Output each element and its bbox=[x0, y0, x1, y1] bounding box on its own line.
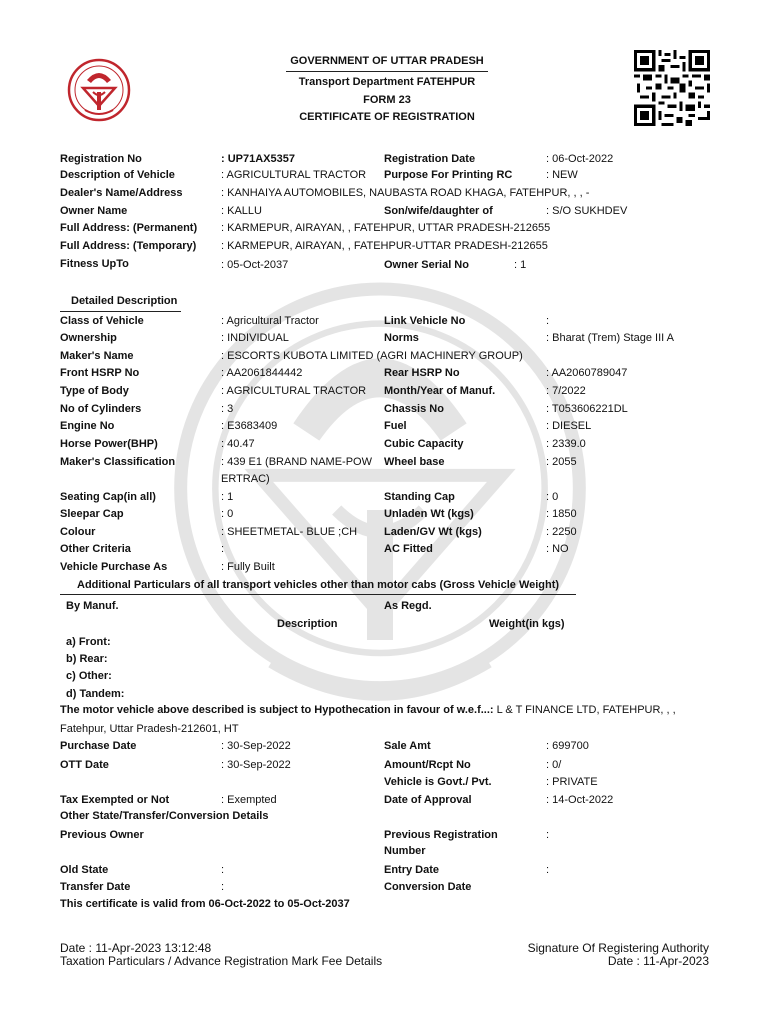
value-fitness: : 05-Oct-2037 bbox=[221, 259, 289, 271]
label-ownership: Ownership bbox=[60, 332, 117, 344]
label-other-state: Other State/Transfer/Conversion Details bbox=[60, 810, 269, 822]
value-owner-serial: : 1 bbox=[514, 259, 527, 271]
value-entry-date: : bbox=[546, 864, 550, 876]
value-chassis: : T053606221DL bbox=[546, 403, 628, 415]
additional-particulars-title: Additional Particulars of all transport vehicles other than motor cabs (Gross Vehicle Weight) bbox=[77, 579, 560, 591]
header-divider bbox=[286, 71, 488, 72]
value-ott-date: : 30-Sep-2022 bbox=[221, 759, 291, 771]
label-as-regd: As Regd. bbox=[384, 600, 432, 612]
label-fitness: Fitness UpTo bbox=[60, 258, 129, 270]
value-purpose: : NEW bbox=[546, 169, 578, 181]
value-dealer: : KANHAIYA AUTOMOBILES, NAUBASTA ROAD KHAGA, FATEHPUR, , , - bbox=[221, 187, 590, 199]
value-ownership: : INDIVIDUAL bbox=[221, 332, 289, 344]
value-ac-fitted: : NO bbox=[546, 543, 569, 555]
label-chassis: Chassis No bbox=[384, 403, 444, 415]
value-month-year: : 7/2022 bbox=[546, 385, 586, 397]
label-month-year: Month/Year of Manuf. bbox=[384, 385, 496, 397]
label-engine: Engine No bbox=[60, 420, 115, 432]
label-previous-registration: Previous Registration bbox=[384, 829, 498, 841]
value-maker-classification-cont: ERTRAC) bbox=[221, 473, 270, 485]
label-dealer: Dealer's Name/Address bbox=[60, 187, 183, 199]
label-purchase-date: Purchase Date bbox=[60, 740, 137, 752]
label-purpose: Purpose For Printing RC bbox=[384, 169, 513, 181]
label-hypothecation: The motor vehicle above described is subject to Hypothecation in favour of w.e.f...: bbox=[60, 704, 494, 716]
value-address-permanent: : KARMEPUR, AIRAYAN, , FATEHPUR, UTTAR PRADESH-212655 bbox=[221, 222, 551, 234]
label-previous-owner: Previous Owner bbox=[60, 829, 144, 841]
value-hypothecation-cont: Fatehpur, Uttar Pradesh-212601, HT bbox=[60, 723, 239, 735]
value-standing: : 0 bbox=[546, 491, 559, 503]
value-front-hsrp: : AA2061844442 bbox=[221, 367, 303, 379]
section-detailed-description: Detailed Description bbox=[71, 295, 178, 307]
value-date-approval: : 14-Oct-2022 bbox=[546, 794, 614, 806]
label-maker: Maker's Name bbox=[60, 350, 134, 362]
govt-title: GOVERNMENT OF UTTAR PRADESH bbox=[290, 55, 484, 67]
value-maker: : ESCORTS KUBOTA LIMITED (AGRI MACHINERY GROUP) bbox=[221, 350, 523, 362]
value-colour: : SHEETMETAL- BLUE ;CH bbox=[221, 526, 358, 538]
value-desc-vehicle: : AGRICULTURAL TRACTOR bbox=[221, 169, 367, 181]
label-ac-fitted: AC Fitted bbox=[384, 543, 433, 555]
label-sleeper: Sleepar Cap bbox=[60, 508, 124, 520]
label-other-criteria: Other Criteria bbox=[60, 543, 131, 555]
value-fuel: : DIESEL bbox=[546, 420, 592, 432]
value-transfer-date: : bbox=[221, 881, 225, 893]
label-old-state: Old State bbox=[60, 864, 109, 876]
value-wheel-base: : 2055 bbox=[546, 456, 577, 468]
label-seating: Seating Cap(in all) bbox=[60, 491, 156, 503]
label-norms: Norms bbox=[384, 332, 419, 344]
section-underline bbox=[60, 311, 181, 312]
label-conversion-date: Conversion Date bbox=[384, 881, 472, 893]
label-address-permanent: Full Address: (Permanent) bbox=[60, 222, 198, 234]
label-body: Type of Body bbox=[60, 385, 129, 397]
value-old-state: : bbox=[221, 864, 225, 876]
label-by-manuf: By Manuf. bbox=[66, 600, 119, 612]
label-fuel: Fuel bbox=[384, 420, 407, 432]
label-maker-classification: Maker's Classification bbox=[60, 456, 176, 468]
label-laden: Laden/GV Wt (kgs) bbox=[384, 526, 482, 538]
label-address-temporary: Full Address: (Temporary) bbox=[60, 240, 197, 252]
label-owner-serial: Owner Serial No bbox=[384, 259, 469, 271]
footer-taxation: Taxation Particulars / Advance Registration Mark Fee Details bbox=[60, 954, 383, 968]
value-seating: : 1 bbox=[221, 491, 234, 503]
label-horse-power: Horse Power(BHP) bbox=[60, 438, 158, 450]
value-laden: : 2250 bbox=[546, 526, 577, 538]
label-reg-no: Registration No bbox=[60, 153, 142, 165]
value-sale-amt: : 699700 bbox=[546, 740, 589, 752]
value-govt-pvt: : PRIVATE bbox=[546, 776, 598, 788]
label-reg-date: Registration Date bbox=[384, 153, 476, 165]
value-amount-rcpt: : 0/ bbox=[546, 759, 562, 771]
value-previous-registration: : bbox=[546, 829, 550, 841]
additional-divider bbox=[60, 594, 576, 595]
value-hypothecation: L & T FINANCE LTD, FATEHPUR, , , bbox=[493, 704, 676, 716]
value-reg-no: : UP71AX5357 bbox=[221, 153, 295, 165]
value-son-of: : S/O SUKHDEV bbox=[546, 205, 628, 217]
label-link-vehicle: Link Vehicle No bbox=[384, 315, 466, 327]
label-cubic-capacity: Cubic Capacity bbox=[384, 438, 464, 450]
dept-title: Transport Department FATEHPUR bbox=[298, 76, 476, 88]
footer-date-right: Date : 11-Apr-2023 bbox=[607, 954, 709, 968]
label-other: c) Other: bbox=[66, 670, 112, 682]
label-entry-date: Entry Date bbox=[384, 864, 440, 876]
label-son-of: Son/wife/daughter of bbox=[384, 205, 493, 217]
label-class: Class of Vehicle bbox=[60, 315, 144, 327]
label-previous-registration-cont: Number bbox=[384, 845, 426, 857]
value-owner-name: : KALLU bbox=[221, 205, 262, 217]
value-cylinders: : 3 bbox=[221, 403, 234, 415]
value-address-temporary: : KARMEPUR, AIRAYAN, , FATEHPUR-UTTAR PRADESH-212655 bbox=[221, 240, 548, 252]
validity-statement: This certificate is valid from 06-Oct-2022 to 05-Oct-2037 bbox=[60, 898, 350, 910]
value-engine: : E3683409 bbox=[221, 420, 278, 432]
label-unladen: Unladen Wt (kgs) bbox=[384, 508, 474, 520]
label-description: Description bbox=[277, 618, 338, 630]
label-front-hsrp: Front HSRP No bbox=[60, 367, 140, 379]
value-cubic-capacity: : 2339.0 bbox=[546, 438, 586, 450]
value-maker-classification: : 439 E1 (BRAND NAME-POW bbox=[221, 456, 372, 468]
value-purchase-date: : 30-Sep-2022 bbox=[221, 740, 291, 752]
label-wheel-base: Wheel base bbox=[384, 456, 445, 468]
value-class: : Agricultural Tractor bbox=[221, 315, 319, 327]
label-colour: Colour bbox=[60, 526, 96, 538]
label-owner-name: Owner Name bbox=[60, 205, 128, 217]
label-tandem: d) Tandem: bbox=[66, 688, 125, 700]
label-tax-exempted: Tax Exempted or Not bbox=[60, 794, 170, 806]
label-front: a) Front: bbox=[66, 636, 111, 648]
label-weight: Weight(in kgs) bbox=[489, 618, 565, 630]
value-reg-date: : 06-Oct-2022 bbox=[546, 153, 614, 165]
label-date-approval: Date of Approval bbox=[384, 794, 472, 806]
form-title: FORM 23 bbox=[363, 94, 411, 106]
value-purchase-as: : Fully Built bbox=[221, 561, 275, 573]
label-transfer-date: Transfer Date bbox=[60, 881, 131, 893]
footer-date-left: Date : 11-Apr-2023 13:12:48 bbox=[60, 941, 212, 955]
label-standing: Standing Cap bbox=[384, 491, 455, 503]
label-ott-date: OTT Date bbox=[60, 759, 109, 771]
value-norms: : Bharat (Trem) Stage III A bbox=[546, 332, 674, 344]
value-horse-power: : 40.47 bbox=[221, 438, 255, 450]
label-rear-hsrp: Rear HSRP No bbox=[384, 367, 460, 379]
label-cylinders: No of Cylinders bbox=[60, 403, 142, 415]
value-other-criteria: : bbox=[221, 543, 225, 555]
value-sleeper: : 0 bbox=[221, 508, 234, 520]
label-sale-amt: Sale Amt bbox=[384, 740, 431, 752]
value-rear-hsrp: : AA2060789047 bbox=[546, 367, 628, 379]
certificate-title: CERTIFICATE OF REGISTRATION bbox=[299, 111, 475, 123]
label-rear: b) Rear: bbox=[66, 653, 108, 665]
label-purchase-as: Vehicle Purchase As bbox=[60, 561, 168, 573]
hypothecation-line bbox=[60, 704, 676, 716]
value-unladen: : 1850 bbox=[546, 508, 577, 520]
value-link-vehicle: : bbox=[546, 315, 550, 327]
label-govt-pvt: Vehicle is Govt./ Pvt. bbox=[384, 776, 492, 788]
value-body: : AGRICULTURAL TRACTOR bbox=[221, 385, 367, 397]
value-tax-exempted: : Exempted bbox=[221, 794, 277, 806]
footer-signature: Signature Of Registering Authority bbox=[527, 941, 709, 955]
label-desc-vehicle: Description of Vehicle bbox=[60, 169, 175, 181]
label-amount-rcpt: Amount/Rcpt No bbox=[384, 759, 471, 771]
